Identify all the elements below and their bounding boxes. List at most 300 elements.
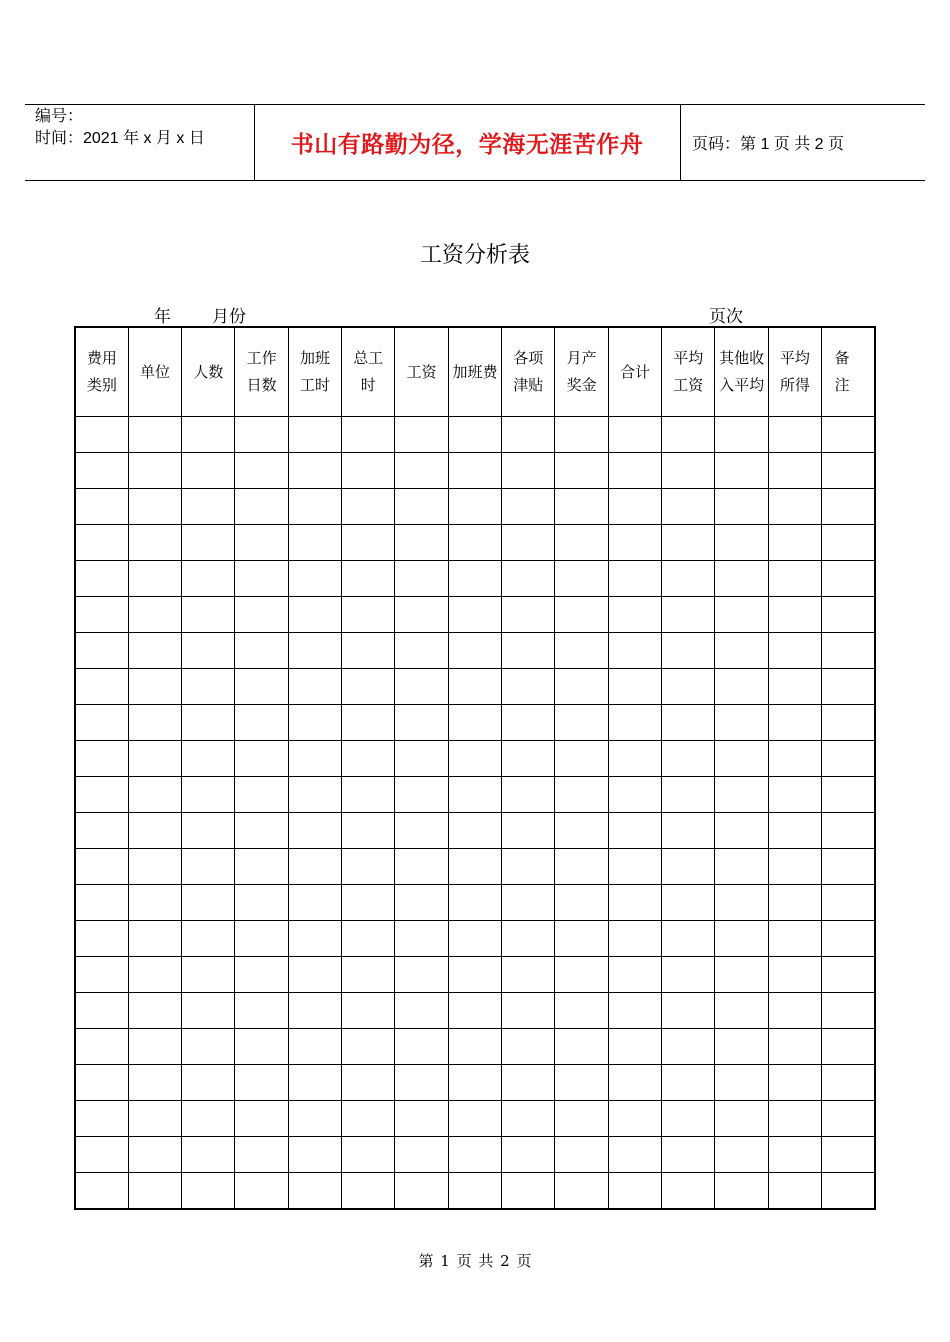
table-cell[interactable] bbox=[395, 1029, 448, 1065]
table-cell[interactable] bbox=[715, 957, 768, 993]
table-cell[interactable] bbox=[182, 705, 235, 741]
table-cell[interactable] bbox=[342, 1173, 395, 1210]
table-cell[interactable] bbox=[662, 741, 715, 777]
table-cell[interactable] bbox=[822, 1065, 875, 1101]
table-cell[interactable] bbox=[608, 453, 661, 489]
table-cell[interactable] bbox=[715, 597, 768, 633]
table-cell[interactable] bbox=[448, 633, 501, 669]
table-cell[interactable] bbox=[555, 1173, 608, 1210]
table-cell[interactable] bbox=[822, 885, 875, 921]
table-cell[interactable] bbox=[288, 417, 341, 453]
table-cell[interactable] bbox=[235, 957, 288, 993]
table-cell[interactable] bbox=[715, 489, 768, 525]
table-cell[interactable] bbox=[448, 1137, 501, 1173]
table-cell[interactable] bbox=[662, 813, 715, 849]
table-cell[interactable] bbox=[128, 1065, 181, 1101]
table-cell[interactable] bbox=[288, 1101, 341, 1137]
table-cell[interactable] bbox=[182, 453, 235, 489]
table-cell[interactable] bbox=[768, 1173, 821, 1210]
table-cell[interactable] bbox=[715, 705, 768, 741]
table-cell[interactable] bbox=[235, 1173, 288, 1210]
table-cell[interactable] bbox=[768, 957, 821, 993]
table-cell[interactable] bbox=[75, 777, 128, 813]
table-cell[interactable] bbox=[662, 633, 715, 669]
table-cell[interactable] bbox=[822, 525, 875, 561]
table-cell[interactable] bbox=[502, 813, 555, 849]
table-cell[interactable] bbox=[128, 777, 181, 813]
table-cell[interactable] bbox=[342, 741, 395, 777]
table-cell[interactable] bbox=[822, 1173, 875, 1210]
table-cell[interactable] bbox=[555, 597, 608, 633]
table-cell[interactable] bbox=[608, 813, 661, 849]
table-cell[interactable] bbox=[395, 993, 448, 1029]
table-cell[interactable] bbox=[448, 849, 501, 885]
table-cell[interactable] bbox=[342, 561, 395, 597]
table-cell[interactable] bbox=[662, 993, 715, 1029]
table-cell[interactable] bbox=[342, 813, 395, 849]
table-cell[interactable] bbox=[128, 417, 181, 453]
table-cell[interactable] bbox=[715, 777, 768, 813]
table-cell[interactable] bbox=[768, 1101, 821, 1137]
table-cell[interactable] bbox=[768, 525, 821, 561]
table-cell[interactable] bbox=[448, 921, 501, 957]
table-cell[interactable] bbox=[182, 921, 235, 957]
table-cell[interactable] bbox=[502, 705, 555, 741]
table-cell[interactable] bbox=[128, 705, 181, 741]
table-cell[interactable] bbox=[288, 993, 341, 1029]
table-cell[interactable] bbox=[75, 561, 128, 597]
table-cell[interactable] bbox=[75, 993, 128, 1029]
table-cell[interactable] bbox=[822, 777, 875, 813]
table-cell[interactable] bbox=[75, 489, 128, 525]
table-cell[interactable] bbox=[502, 885, 555, 921]
table-cell[interactable] bbox=[608, 1137, 661, 1173]
table-cell[interactable] bbox=[395, 1101, 448, 1137]
table-cell[interactable] bbox=[342, 1101, 395, 1137]
table-cell[interactable] bbox=[448, 1065, 501, 1101]
table-cell[interactable] bbox=[182, 813, 235, 849]
table-cell[interactable] bbox=[448, 993, 501, 1029]
table-cell[interactable] bbox=[502, 1029, 555, 1065]
table-cell[interactable] bbox=[768, 489, 821, 525]
table-cell[interactable] bbox=[448, 669, 501, 705]
table-cell[interactable] bbox=[182, 885, 235, 921]
table-cell[interactable] bbox=[235, 741, 288, 777]
table-cell[interactable] bbox=[768, 705, 821, 741]
table-cell[interactable] bbox=[822, 921, 875, 957]
table-cell[interactable] bbox=[395, 489, 448, 525]
table-cell[interactable] bbox=[288, 489, 341, 525]
table-cell[interactable] bbox=[822, 813, 875, 849]
table-cell[interactable] bbox=[182, 741, 235, 777]
table-cell[interactable] bbox=[555, 633, 608, 669]
table-cell[interactable] bbox=[768, 633, 821, 669]
table-cell[interactable] bbox=[395, 1065, 448, 1101]
table-cell[interactable] bbox=[182, 1101, 235, 1137]
table-cell[interactable] bbox=[608, 1029, 661, 1065]
table-cell[interactable] bbox=[822, 669, 875, 705]
table-cell[interactable] bbox=[502, 669, 555, 705]
table-cell[interactable] bbox=[342, 453, 395, 489]
table-cell[interactable] bbox=[715, 921, 768, 957]
table-cell[interactable] bbox=[235, 849, 288, 885]
table-cell[interactable] bbox=[555, 741, 608, 777]
table-cell[interactable] bbox=[128, 1101, 181, 1137]
table-cell[interactable] bbox=[555, 417, 608, 453]
table-cell[interactable] bbox=[448, 561, 501, 597]
table-cell[interactable] bbox=[395, 453, 448, 489]
table-cell[interactable] bbox=[128, 741, 181, 777]
table-cell[interactable] bbox=[395, 705, 448, 741]
table-cell[interactable] bbox=[715, 525, 768, 561]
table-cell[interactable] bbox=[288, 1137, 341, 1173]
table-cell[interactable] bbox=[288, 453, 341, 489]
table-cell[interactable] bbox=[128, 489, 181, 525]
table-cell[interactable] bbox=[715, 1101, 768, 1137]
table-cell[interactable] bbox=[75, 921, 128, 957]
table-cell[interactable] bbox=[182, 633, 235, 669]
table-cell[interactable] bbox=[555, 1065, 608, 1101]
table-cell[interactable] bbox=[235, 1101, 288, 1137]
table-cell[interactable] bbox=[662, 561, 715, 597]
table-cell[interactable] bbox=[128, 957, 181, 993]
table-cell[interactable] bbox=[555, 705, 608, 741]
table-cell[interactable] bbox=[555, 813, 608, 849]
table-cell[interactable] bbox=[448, 417, 501, 453]
table-cell[interactable] bbox=[288, 849, 341, 885]
table-cell[interactable] bbox=[75, 957, 128, 993]
table-cell[interactable] bbox=[502, 777, 555, 813]
table-cell[interactable] bbox=[555, 777, 608, 813]
table-cell[interactable] bbox=[502, 489, 555, 525]
table-cell[interactable] bbox=[768, 849, 821, 885]
table-cell[interactable] bbox=[608, 777, 661, 813]
table-cell[interactable] bbox=[555, 489, 608, 525]
table-cell[interactable] bbox=[128, 1173, 181, 1210]
table-cell[interactable] bbox=[662, 417, 715, 453]
table-cell[interactable] bbox=[608, 489, 661, 525]
table-cell[interactable] bbox=[502, 1101, 555, 1137]
table-cell[interactable] bbox=[822, 417, 875, 453]
table-cell[interactable] bbox=[75, 597, 128, 633]
table-cell[interactable] bbox=[608, 417, 661, 453]
table-cell[interactable] bbox=[75, 885, 128, 921]
table-cell[interactable] bbox=[715, 741, 768, 777]
table-cell[interactable] bbox=[715, 669, 768, 705]
table-cell[interactable] bbox=[608, 705, 661, 741]
table-cell[interactable] bbox=[395, 417, 448, 453]
table-cell[interactable] bbox=[395, 957, 448, 993]
table-cell[interactable] bbox=[555, 1137, 608, 1173]
table-cell[interactable] bbox=[128, 921, 181, 957]
table-cell[interactable] bbox=[715, 561, 768, 597]
table-cell[interactable] bbox=[715, 633, 768, 669]
table-cell[interactable] bbox=[502, 597, 555, 633]
table-cell[interactable] bbox=[182, 561, 235, 597]
table-cell[interactable] bbox=[662, 597, 715, 633]
table-cell[interactable] bbox=[288, 597, 341, 633]
table-cell[interactable] bbox=[75, 1065, 128, 1101]
table-cell[interactable] bbox=[75, 1029, 128, 1065]
table-cell[interactable] bbox=[395, 885, 448, 921]
table-cell[interactable] bbox=[822, 741, 875, 777]
table-cell[interactable] bbox=[342, 597, 395, 633]
table-cell[interactable] bbox=[75, 813, 128, 849]
table-cell[interactable] bbox=[448, 885, 501, 921]
table-cell[interactable] bbox=[555, 957, 608, 993]
table-cell[interactable] bbox=[182, 1137, 235, 1173]
table-cell[interactable] bbox=[822, 633, 875, 669]
table-cell[interactable] bbox=[502, 741, 555, 777]
table-cell[interactable] bbox=[822, 489, 875, 525]
table-cell[interactable] bbox=[555, 885, 608, 921]
table-cell[interactable] bbox=[662, 921, 715, 957]
table-cell[interactable] bbox=[235, 525, 288, 561]
table-cell[interactable] bbox=[768, 1065, 821, 1101]
table-cell[interactable] bbox=[288, 525, 341, 561]
table-cell[interactable] bbox=[715, 417, 768, 453]
table-cell[interactable] bbox=[608, 597, 661, 633]
table-cell[interactable] bbox=[75, 669, 128, 705]
table-cell[interactable] bbox=[555, 1029, 608, 1065]
table-cell[interactable] bbox=[608, 1065, 661, 1101]
table-cell[interactable] bbox=[395, 597, 448, 633]
table-cell[interactable] bbox=[715, 453, 768, 489]
table-cell[interactable] bbox=[608, 849, 661, 885]
table-cell[interactable] bbox=[128, 561, 181, 597]
table-cell[interactable] bbox=[128, 813, 181, 849]
table-cell[interactable] bbox=[395, 633, 448, 669]
table-cell[interactable] bbox=[395, 849, 448, 885]
table-cell[interactable] bbox=[715, 885, 768, 921]
table-cell[interactable] bbox=[715, 849, 768, 885]
table-cell[interactable] bbox=[342, 1065, 395, 1101]
table-cell[interactable] bbox=[662, 849, 715, 885]
table-cell[interactable] bbox=[555, 669, 608, 705]
table-cell[interactable] bbox=[235, 561, 288, 597]
table-cell[interactable] bbox=[502, 525, 555, 561]
table-cell[interactable] bbox=[555, 1101, 608, 1137]
table-cell[interactable] bbox=[75, 849, 128, 885]
table-cell[interactable] bbox=[768, 741, 821, 777]
table-cell[interactable] bbox=[662, 705, 715, 741]
table-cell[interactable] bbox=[128, 525, 181, 561]
table-cell[interactable] bbox=[235, 417, 288, 453]
table-cell[interactable] bbox=[768, 993, 821, 1029]
table-cell[interactable] bbox=[235, 1065, 288, 1101]
table-cell[interactable] bbox=[608, 633, 661, 669]
table-cell[interactable] bbox=[395, 813, 448, 849]
table-cell[interactable] bbox=[288, 633, 341, 669]
table-cell[interactable] bbox=[235, 777, 288, 813]
table-cell[interactable] bbox=[235, 453, 288, 489]
table-cell[interactable] bbox=[182, 417, 235, 453]
table-cell[interactable] bbox=[502, 1173, 555, 1210]
table-cell[interactable] bbox=[235, 813, 288, 849]
table-cell[interactable] bbox=[342, 885, 395, 921]
table-cell[interactable] bbox=[235, 1029, 288, 1065]
table-cell[interactable] bbox=[288, 741, 341, 777]
table-cell[interactable] bbox=[768, 885, 821, 921]
table-cell[interactable] bbox=[502, 417, 555, 453]
table-cell[interactable] bbox=[235, 1137, 288, 1173]
table-cell[interactable] bbox=[448, 1173, 501, 1210]
table-cell[interactable] bbox=[768, 813, 821, 849]
table-cell[interactable] bbox=[182, 669, 235, 705]
table-cell[interactable] bbox=[128, 1029, 181, 1065]
table-cell[interactable] bbox=[555, 561, 608, 597]
table-cell[interactable] bbox=[182, 1065, 235, 1101]
table-cell[interactable] bbox=[128, 633, 181, 669]
table-cell[interactable] bbox=[715, 1173, 768, 1210]
table-cell[interactable] bbox=[288, 957, 341, 993]
table-cell[interactable] bbox=[75, 1137, 128, 1173]
table-cell[interactable] bbox=[182, 957, 235, 993]
table-cell[interactable] bbox=[822, 1029, 875, 1065]
table-cell[interactable] bbox=[662, 669, 715, 705]
table-cell[interactable] bbox=[395, 921, 448, 957]
table-cell[interactable] bbox=[448, 453, 501, 489]
table-cell[interactable] bbox=[342, 777, 395, 813]
table-cell[interactable] bbox=[555, 849, 608, 885]
table-cell[interactable] bbox=[822, 993, 875, 1029]
table-cell[interactable] bbox=[75, 1173, 128, 1210]
table-cell[interactable] bbox=[448, 1101, 501, 1137]
table-cell[interactable] bbox=[235, 669, 288, 705]
table-cell[interactable] bbox=[502, 1065, 555, 1101]
table-cell[interactable] bbox=[288, 1029, 341, 1065]
table-cell[interactable] bbox=[768, 921, 821, 957]
table-cell[interactable] bbox=[662, 777, 715, 813]
table-cell[interactable] bbox=[662, 1065, 715, 1101]
table-cell[interactable] bbox=[555, 453, 608, 489]
table-cell[interactable] bbox=[75, 1101, 128, 1137]
table-cell[interactable] bbox=[182, 1029, 235, 1065]
table-cell[interactable] bbox=[288, 705, 341, 741]
table-cell[interactable] bbox=[342, 849, 395, 885]
table-cell[interactable] bbox=[448, 741, 501, 777]
table-cell[interactable] bbox=[502, 453, 555, 489]
table-cell[interactable] bbox=[822, 957, 875, 993]
table-cell[interactable] bbox=[235, 633, 288, 669]
table-cell[interactable] bbox=[768, 1029, 821, 1065]
table-cell[interactable] bbox=[448, 813, 501, 849]
table-cell[interactable] bbox=[768, 561, 821, 597]
table-cell[interactable] bbox=[75, 741, 128, 777]
table-cell[interactable] bbox=[342, 705, 395, 741]
table-cell[interactable] bbox=[75, 705, 128, 741]
table-cell[interactable] bbox=[502, 957, 555, 993]
table-cell[interactable] bbox=[235, 705, 288, 741]
table-cell[interactable] bbox=[715, 1029, 768, 1065]
table-cell[interactable] bbox=[768, 669, 821, 705]
table-cell[interactable] bbox=[555, 993, 608, 1029]
table-cell[interactable] bbox=[288, 885, 341, 921]
table-cell[interactable] bbox=[128, 1137, 181, 1173]
table-cell[interactable] bbox=[342, 957, 395, 993]
table-cell[interactable] bbox=[448, 705, 501, 741]
table-cell[interactable] bbox=[822, 1101, 875, 1137]
table-cell[interactable] bbox=[608, 921, 661, 957]
table-cell[interactable] bbox=[182, 849, 235, 885]
table-cell[interactable] bbox=[822, 561, 875, 597]
table-cell[interactable] bbox=[715, 813, 768, 849]
table-cell[interactable] bbox=[182, 993, 235, 1029]
table-cell[interactable] bbox=[342, 921, 395, 957]
table-cell[interactable] bbox=[448, 957, 501, 993]
table-cell[interactable] bbox=[342, 417, 395, 453]
table-cell[interactable] bbox=[768, 777, 821, 813]
table-cell[interactable] bbox=[608, 1173, 661, 1210]
table-cell[interactable] bbox=[288, 921, 341, 957]
table-cell[interactable] bbox=[288, 1173, 341, 1210]
table-cell[interactable] bbox=[502, 849, 555, 885]
table-cell[interactable] bbox=[608, 525, 661, 561]
table-cell[interactable] bbox=[768, 417, 821, 453]
table-cell[interactable] bbox=[182, 597, 235, 633]
table-cell[interactable] bbox=[662, 885, 715, 921]
table-cell[interactable] bbox=[822, 705, 875, 741]
table-cell[interactable] bbox=[235, 489, 288, 525]
table-cell[interactable] bbox=[448, 597, 501, 633]
table-cell[interactable] bbox=[235, 993, 288, 1029]
table-cell[interactable] bbox=[128, 669, 181, 705]
table-cell[interactable] bbox=[502, 921, 555, 957]
table-cell[interactable] bbox=[662, 1137, 715, 1173]
table-cell[interactable] bbox=[822, 597, 875, 633]
table-cell[interactable] bbox=[502, 1137, 555, 1173]
table-cell[interactable] bbox=[608, 1101, 661, 1137]
table-cell[interactable] bbox=[608, 993, 661, 1029]
table-cell[interactable] bbox=[395, 561, 448, 597]
table-cell[interactable] bbox=[715, 1065, 768, 1101]
table-cell[interactable] bbox=[75, 633, 128, 669]
table-cell[interactable] bbox=[235, 885, 288, 921]
table-cell[interactable] bbox=[182, 489, 235, 525]
table-cell[interactable] bbox=[608, 561, 661, 597]
table-cell[interactable] bbox=[395, 1137, 448, 1173]
table-cell[interactable] bbox=[395, 525, 448, 561]
table-cell[interactable] bbox=[128, 993, 181, 1029]
table-cell[interactable] bbox=[342, 633, 395, 669]
table-cell[interactable] bbox=[288, 813, 341, 849]
table-cell[interactable] bbox=[342, 525, 395, 561]
table-cell[interactable] bbox=[608, 885, 661, 921]
table-cell[interactable] bbox=[715, 1137, 768, 1173]
table-cell[interactable] bbox=[288, 777, 341, 813]
table-cell[interactable] bbox=[288, 1065, 341, 1101]
table-cell[interactable] bbox=[768, 597, 821, 633]
table-cell[interactable] bbox=[555, 921, 608, 957]
table-cell[interactable] bbox=[342, 669, 395, 705]
table-cell[interactable] bbox=[342, 1137, 395, 1173]
table-cell[interactable] bbox=[75, 453, 128, 489]
table-cell[interactable] bbox=[662, 453, 715, 489]
table-cell[interactable] bbox=[128, 885, 181, 921]
table-cell[interactable] bbox=[182, 777, 235, 813]
table-cell[interactable] bbox=[768, 453, 821, 489]
table-cell[interactable] bbox=[395, 669, 448, 705]
table-cell[interactable] bbox=[608, 669, 661, 705]
table-cell[interactable] bbox=[448, 489, 501, 525]
table-cell[interactable] bbox=[342, 1029, 395, 1065]
table-cell[interactable] bbox=[75, 417, 128, 453]
table-cell[interactable] bbox=[662, 1029, 715, 1065]
table-cell[interactable] bbox=[448, 777, 501, 813]
table-cell[interactable] bbox=[395, 777, 448, 813]
table-cell[interactable] bbox=[822, 849, 875, 885]
table-cell[interactable] bbox=[662, 957, 715, 993]
